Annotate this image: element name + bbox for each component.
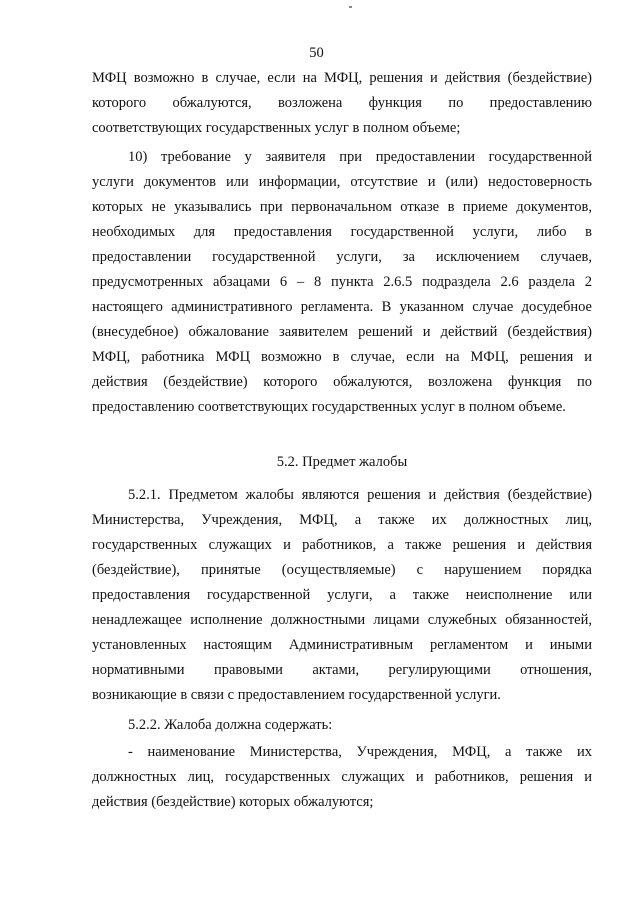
text-line: которых не указывались при первоначальном отказе в приеме документов, <box>92 199 592 215</box>
text-line: должностных лиц, государственных служащих и работников, решения и <box>92 769 592 785</box>
text-line: необходимых для предоставления государственной услуги, либо в <box>92 224 592 240</box>
text-line: действия (бездействие) которого обжалуются, возложена функция по <box>92 374 592 390</box>
text-line: соответствующих государственных услуг в полном объеме; <box>92 120 461 136</box>
text-line: (внесудебное) обжалование заявителем решений и действий (бездействия) <box>92 324 592 340</box>
text-line: предоставлении государственной услуги, за исключением случаев, <box>92 249 592 265</box>
text-line: 5.2.2. Жалоба должна содержать: <box>128 717 333 733</box>
paragraph-continuation <box>92 66 592 141</box>
text-line: которого обжалуются, возложена функция по предоставлению <box>92 95 592 111</box>
text-line: МФЦ возможно в случае, если на МФЦ, решения и действия (бездействие) <box>92 70 592 86</box>
text-line: предусмотренных абзацами 6 – 8 пункта 2.6.5 подраздела 2.6 раздела 2 <box>92 274 592 290</box>
paragraph-item-10 <box>92 145 592 420</box>
paragraph-list-item <box>92 740 592 815</box>
text-line: Министерства, Учреждения, МФЦ, а также их должностных лиц, <box>92 512 592 528</box>
text-line: (бездействие), принятые (осуществляемые) с нарушением порядка <box>92 562 592 578</box>
text-line: предоставления государственной услуги, а также неисполнение или <box>92 587 592 603</box>
paragraph-5-2-1 <box>92 483 592 708</box>
text-line: возникающие в связи с предоставлением государственной услуги. <box>92 687 501 703</box>
text-line: предоставлению соответствующих государственных услуг в полном объеме. <box>92 399 566 415</box>
text-line: установленных настоящим Административным регламентом и иными <box>92 637 592 653</box>
text-line: государственных служащих и работников, а также решения и действия <box>92 537 592 553</box>
scan-artifact <box>349 6 352 8</box>
text-line: нормативными правовыми актами, регулирующими отношения, <box>92 662 592 678</box>
text-line: ненадлежащее исполнение должностными лицами служебных обязанностей, <box>92 612 592 628</box>
paragraph-5-2-2 <box>92 713 592 738</box>
text-line: МФЦ, работника МФЦ возможно в случае, если на МФЦ, решения и <box>92 349 592 365</box>
text-line: настоящего административного регламента. В указанном случае досудебное <box>92 299 592 315</box>
page-number: 50 <box>309 45 324 61</box>
text-line: 10) требование у заявителя при предоставлении государственной <box>128 149 592 165</box>
text-line: услуги документов или информации, отсутствие и (или) недостоверность <box>92 174 592 190</box>
section-heading: 5.2. Предмет жалобы <box>276 454 408 470</box>
text-line: - наименование Министерства, Учреждения, МФЦ, а также их <box>128 744 592 760</box>
text-line: 5.2.1. Предметом жалобы являются решения и действия (бездействие) <box>128 487 592 503</box>
text-line: действия (бездействие) которых обжалуются; <box>92 794 374 810</box>
